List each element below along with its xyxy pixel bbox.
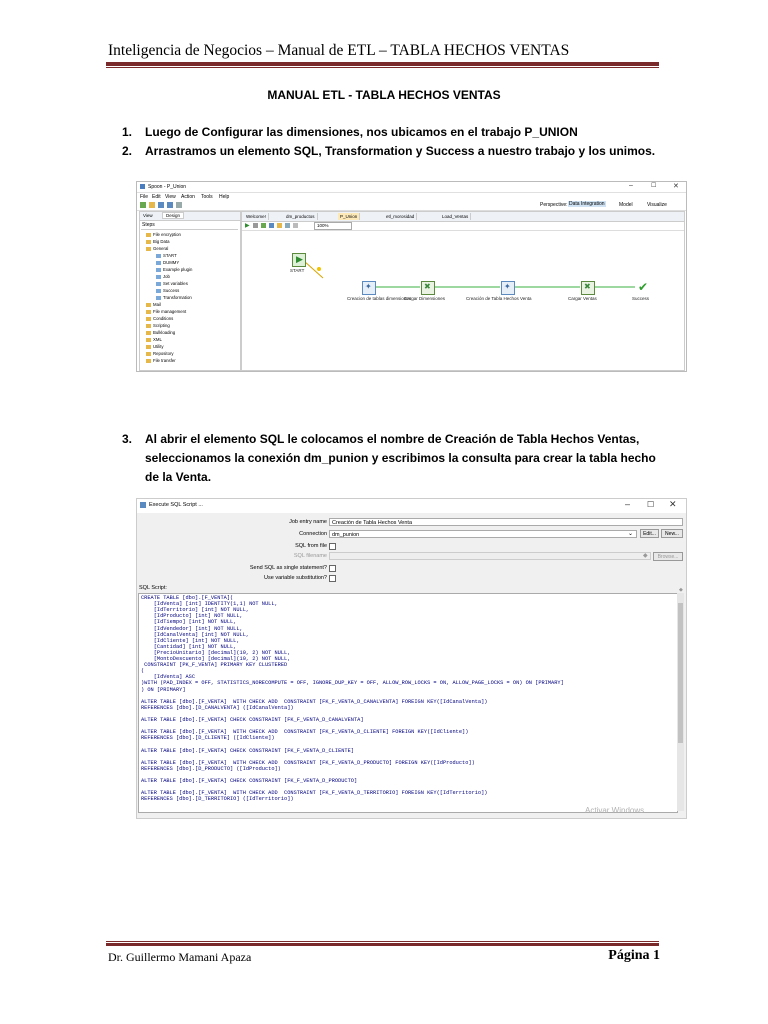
folder-icon xyxy=(146,317,151,321)
header-rule-thin xyxy=(106,67,659,68)
sql-from-file-checkbox[interactable] xyxy=(329,543,336,550)
transformation-icon: ✖ xyxy=(584,282,591,291)
tree-item-label: START xyxy=(163,253,177,258)
success-node[interactable] xyxy=(636,281,650,295)
tree-item[interactable] xyxy=(146,246,168,251)
unconditional-icon xyxy=(317,267,321,271)
sql-line: ALTER TABLE [dbo].[F_VENTA] CHECK CONSTRAINT [FK_F_VENTA_D_PRODUCTO] xyxy=(141,778,358,784)
job-entry-name-input[interactable]: Creación de Tabla Hechos Venta xyxy=(329,518,683,526)
job-tabs xyxy=(242,212,684,222)
tree-item-label: Bulkloading xyxy=(153,330,176,335)
sql-line: REFERENCES [dbo].[D_PRODUCTO] ([IdProducto]) xyxy=(141,765,281,772)
chevron-down-icon[interactable]: ⌄ xyxy=(628,531,634,537)
tab-dm-productos[interactable]: dm_productos xyxy=(284,213,318,220)
tab-p-union[interactable]: P_Union xyxy=(338,213,360,220)
zoom-select[interactable]: 100% xyxy=(314,222,352,230)
sql-line: [IdTiempo] [int] NOT NULL, xyxy=(141,619,237,626)
folder-icon xyxy=(146,338,151,342)
step-icon xyxy=(156,268,161,272)
tree-item-label: File encryption xyxy=(153,232,181,237)
sql-line: )WITH (PAD_INDEX = OFF, STATISTICS_NORECOMPUTE = OFF, IGNORE_DUP_KEY = OFF, ALLOW_ROW_LOCKS = ON, ALLOW_PAGE_LOCKS = ON) ON [PRIMARY] xyxy=(141,680,564,687)
spoon-titlebar xyxy=(137,182,686,193)
step-text: Arrastramos un elemento SQL, Transformation y Success a nuestro trabajo y los unimos. xyxy=(145,144,656,158)
transformation-node-dimensiones[interactable] xyxy=(421,281,435,295)
tree-item[interactable] xyxy=(146,232,181,237)
tree-item-label: Mail xyxy=(153,302,161,307)
sql-line: [IdCanalVenta] [int] NOT NULL, xyxy=(141,631,250,638)
tree-item[interactable] xyxy=(156,267,192,272)
sql-line: ) ON [PRIMARY] xyxy=(141,686,186,693)
folder-icon xyxy=(146,233,151,237)
sql-icon: ✦ xyxy=(365,282,372,291)
steps-label: Steps xyxy=(142,222,155,228)
step-number: 1. xyxy=(122,125,133,139)
tab-view[interactable]: View xyxy=(143,213,153,218)
tree-item[interactable] xyxy=(146,330,175,335)
perspective-data-integration[interactable]: Data Integration xyxy=(569,201,605,207)
footer-author: Dr. Guillermo Mamani Apaza xyxy=(108,950,252,964)
sql-line: REFERENCES [dbo].[D_CANALVENTA] ([IdCanalVenta]) xyxy=(141,704,294,711)
perspective-label: Perspective: xyxy=(540,202,568,208)
debug-icon[interactable] xyxy=(269,223,274,228)
tree-item-label: Set variables xyxy=(163,281,188,286)
sql-line: [IdProducto] [int] NOT NULL, xyxy=(141,613,243,620)
step-icon xyxy=(156,296,161,300)
connection-label: Connection xyxy=(299,531,327,537)
connection-select[interactable]: dm_punion xyxy=(329,530,637,538)
tree-item-label: Transformation xyxy=(163,295,192,300)
new-icon[interactable] xyxy=(140,202,146,208)
canvas-toolbar xyxy=(242,222,684,231)
tree-item[interactable] xyxy=(146,344,164,349)
sql-icon[interactable] xyxy=(285,223,290,228)
folder-icon xyxy=(146,303,151,307)
tree-item[interactable] xyxy=(146,358,176,363)
tab-etl-morosidad[interactable]: etl_morosidad xyxy=(384,213,417,220)
step-number: 2. xyxy=(122,144,133,158)
menu-file[interactable]: File xyxy=(140,194,149,200)
sql-script-label: SQL Script: xyxy=(139,585,167,591)
play-icon: ▶ xyxy=(296,254,303,264)
menu-view[interactable]: View xyxy=(165,194,176,200)
job-entry-label: Job entry name xyxy=(289,519,327,525)
tree-item[interactable] xyxy=(156,288,179,293)
footer-rule xyxy=(106,943,659,946)
step-text: Luego de Configurar las dimensiones, nos ubicamos en el trabajo P_UNION xyxy=(145,125,578,139)
sql-icon: ✦ xyxy=(504,282,511,291)
spoon-toolbar xyxy=(137,201,686,211)
tab-welcome[interactable]: Welcome! xyxy=(244,213,269,220)
edit-button[interactable]: Edit... xyxy=(640,529,659,538)
tree-item-label: XML xyxy=(153,337,162,342)
sql-from-file-label: SQL from file xyxy=(295,543,327,549)
maximize-icon[interactable]: ☐ xyxy=(647,500,655,509)
checkmark-icon: ✔ xyxy=(638,280,649,294)
save-as-icon[interactable] xyxy=(167,202,173,208)
node-label: Cargar Dimensiones xyxy=(404,296,446,301)
tree-item-label: File transfer xyxy=(153,358,176,363)
tree-item[interactable] xyxy=(146,302,161,307)
tree-item-label: File management xyxy=(153,309,187,314)
sql-line: ALTER TABLE [dbo].[F_VENTA] WITH CHECK ADD CONSTRAINT [FK_F_VENTA_D_CANALVENTA] FOREIGN KEY([IdCanalVenta]) xyxy=(141,698,488,705)
start-node-label: START xyxy=(290,268,305,273)
sql-node-dimensiones[interactable] xyxy=(362,281,376,295)
browse-button[interactable]: Browse... xyxy=(653,552,683,561)
perspective-model[interactable]: Model xyxy=(619,202,633,208)
sql-line: [IdCliente] [int] NOT NULL, xyxy=(141,637,240,644)
menu-tools[interactable]: Tools xyxy=(201,194,213,200)
sql-line: ALTER TABLE [dbo].[F_VENTA] CHECK CONSTRAINT [FK_F_VENTA_D_CANALVENTA] xyxy=(141,717,364,723)
folder-icon xyxy=(146,352,151,356)
tree-item[interactable] xyxy=(156,260,179,265)
node-label: Creación de Tabla Hechos Venta xyxy=(466,296,532,301)
open-icon[interactable] xyxy=(149,202,155,208)
transformation-node-ventas[interactable] xyxy=(581,281,595,295)
folder-icon xyxy=(146,359,151,363)
scroll-thumb[interactable] xyxy=(678,603,683,743)
step-number: 3. xyxy=(122,432,133,446)
sql-filename-label: SQL filename xyxy=(293,553,327,559)
sql-line: [IdVenta] [int] IDENTITY(1,1) NOT NULL, xyxy=(141,601,278,608)
footer-page-number: Página 1 xyxy=(608,948,660,963)
tree-item-label: Utility xyxy=(153,344,164,349)
perspective-visualize[interactable]: Visualize xyxy=(647,202,667,208)
sql-line: [Cantidad] [int] NOT NULL, xyxy=(141,643,237,650)
job-canvas-panel xyxy=(241,211,685,371)
sql-line: [IdVendedor] [int] NOT NULL, xyxy=(141,625,243,632)
node-label: Cargar Ventas xyxy=(568,296,597,301)
sql-script-editor[interactable] xyxy=(138,593,678,813)
sql-node-hechos[interactable] xyxy=(501,281,515,295)
tree-item[interactable] xyxy=(156,274,170,279)
sql-line: [MontoDescuento] [decimal](10, 2) NOT NULL, xyxy=(141,656,291,662)
document-title: MANUAL ETL - TABLA HECHOS VENTAS xyxy=(267,88,501,102)
menu-help[interactable]: Help xyxy=(219,194,230,200)
new-button[interactable]: New... xyxy=(661,529,683,538)
pause-icon[interactable] xyxy=(253,223,258,228)
tree-item-label: Conditions xyxy=(153,316,174,321)
start-node[interactable] xyxy=(292,253,306,267)
sql-line: REFERENCES [dbo].[D_CLIENTE] ([IdCliente]) xyxy=(141,735,275,742)
step-icon xyxy=(156,254,161,258)
check-icon[interactable] xyxy=(277,223,282,228)
sql-script-icon xyxy=(140,502,146,508)
tree-item[interactable] xyxy=(146,309,186,314)
run-icon[interactable]: ▶ xyxy=(245,223,250,229)
step-icon xyxy=(156,282,161,286)
tree-item[interactable] xyxy=(146,351,174,356)
variable-icon: ◆ xyxy=(643,553,648,559)
step-icon[interactable] xyxy=(261,223,266,228)
step-text: Al abrir el elemento SQL le colocamos el nombre de Creación de Tabla Hechos Ventas, seleccionamos la conexión dm_punion y escribimos la consulta para crear la tabla hecho de la Venta. xyxy=(145,432,656,484)
variable-icon: ◆ xyxy=(679,587,683,593)
tab-design[interactable]: Design xyxy=(162,212,184,219)
folder-icon xyxy=(146,324,151,328)
tree-item[interactable] xyxy=(146,337,162,342)
menu-edit[interactable]: Edit xyxy=(152,194,161,200)
minimize-icon[interactable]: – xyxy=(629,182,633,189)
layers-icon[interactable] xyxy=(176,202,182,208)
folder-icon xyxy=(146,345,151,349)
tree-item-label: Job xyxy=(163,274,170,279)
node-label: Success xyxy=(632,296,650,301)
sql-line: ALTER TABLE [dbo].[F_VENTA] CHECK CONSTRAINT [FK_F_VENTA_D_CLIENTE] xyxy=(141,747,354,754)
tree-item[interactable] xyxy=(156,295,192,300)
header-title: Inteligencia de Negocios – Manual de ETL – TABLA HECHOS VENTAS xyxy=(108,42,570,59)
maximize-icon[interactable]: ☐ xyxy=(651,183,657,189)
header-rule xyxy=(106,62,659,66)
tree-item[interactable] xyxy=(146,323,170,328)
spoon-window-title: Spoon - P_Union xyxy=(148,184,187,190)
sql-line: [IdTerritorio] [int] NOT NULL, xyxy=(141,607,250,614)
sql-line: ( xyxy=(141,668,145,675)
sql-script-dialog xyxy=(136,498,687,819)
single-statement-checkbox[interactable] xyxy=(329,565,336,572)
tree-item[interactable] xyxy=(156,253,177,258)
sql-filename-input[interactable] xyxy=(329,552,651,560)
tree-item-label: Repository xyxy=(153,351,174,356)
spoon-menubar xyxy=(137,193,686,201)
sql-line: ALTER TABLE [dbo].[F_VENTA] WITH CHECK ADD CONSTRAINT [FK_F_VENTA_D_CLIENTE] FOREIGN KEY([IdCliente]) xyxy=(141,729,469,736)
tree-item-label: General xyxy=(153,246,169,251)
single-statement-label: Send SQL as single statement? xyxy=(249,565,327,571)
sql-line: ALTER TABLE [dbo].[F_VENTA] WITH CHECK ADD CONSTRAINT [FK_F_VENTA_D_PRODUCTO] FOREIGN KEY([IdProducto]) xyxy=(141,759,475,766)
folder-icon xyxy=(146,240,151,244)
close-icon[interactable]: ✕ xyxy=(673,183,679,190)
step-icon xyxy=(156,275,161,279)
menu-action[interactable]: Action xyxy=(181,194,195,200)
node-label: Creacion de tablas dimensiones xyxy=(347,296,412,301)
job-diagram xyxy=(242,231,684,369)
step-icon xyxy=(156,289,161,293)
left-tabs xyxy=(140,212,240,221)
tree-item-label: Scripting xyxy=(153,323,170,328)
dialog-titlebar xyxy=(137,499,686,513)
tab-load-ventas[interactable]: Load_Ventas xyxy=(440,213,471,220)
tree-item[interactable] xyxy=(146,316,173,321)
sql-line: CONSTRAINT [PK_F_VENTA] PRIMARY KEY CLUSTERED xyxy=(141,662,288,669)
folder-icon xyxy=(146,247,151,251)
transformation-icon: ✖ xyxy=(424,282,431,291)
use-variable-checkbox[interactable] xyxy=(329,575,336,582)
explore-icon[interactable] xyxy=(293,223,298,228)
dialog-title: Execute SQL Script ... xyxy=(149,502,203,508)
activation-watermark: Activar Windows xyxy=(585,806,645,815)
footer-rule-thin xyxy=(106,941,659,942)
spoon-screenshot xyxy=(136,181,687,372)
sql-line: [PrecioUnitario] [decimal](10, 2) NOT NULL, xyxy=(141,649,291,656)
tree-item-label: Example plugin xyxy=(163,267,193,272)
save-icon[interactable] xyxy=(158,202,164,208)
sql-line: ALTER TABLE [dbo].[F_VENTA] WITH CHECK ADD CONSTRAINT [FK_F_VENTA_D_TERRITORIO] FOREIGN KEY([IdTerritorio]) xyxy=(141,790,488,797)
tree-item[interactable] xyxy=(146,239,169,244)
sql-line: CREATE TABLE [dbo].[F_VENTA]( xyxy=(141,595,234,601)
minimize-icon[interactable]: – xyxy=(625,499,631,509)
tree-item-label: Success xyxy=(163,288,180,293)
folder-icon xyxy=(146,331,151,335)
spoon-logo-icon xyxy=(140,184,145,189)
sql-line: [IdVenta] ASC xyxy=(141,674,196,681)
use-variable-label: Use variable substitution? xyxy=(264,575,327,581)
tree-item-label: DUMMY xyxy=(163,260,180,265)
step-icon xyxy=(156,261,161,265)
sql-scrollbar[interactable] xyxy=(677,593,684,811)
close-icon[interactable]: ✕ xyxy=(669,499,677,509)
sql-line: REFERENCES [dbo].[D_TERRITORIO] ([IdTerritorio]) xyxy=(141,796,294,803)
tree-item-label: Big Data xyxy=(153,239,170,244)
tree-item[interactable] xyxy=(156,281,188,286)
folder-icon xyxy=(146,310,151,314)
steps-panel xyxy=(139,211,241,371)
